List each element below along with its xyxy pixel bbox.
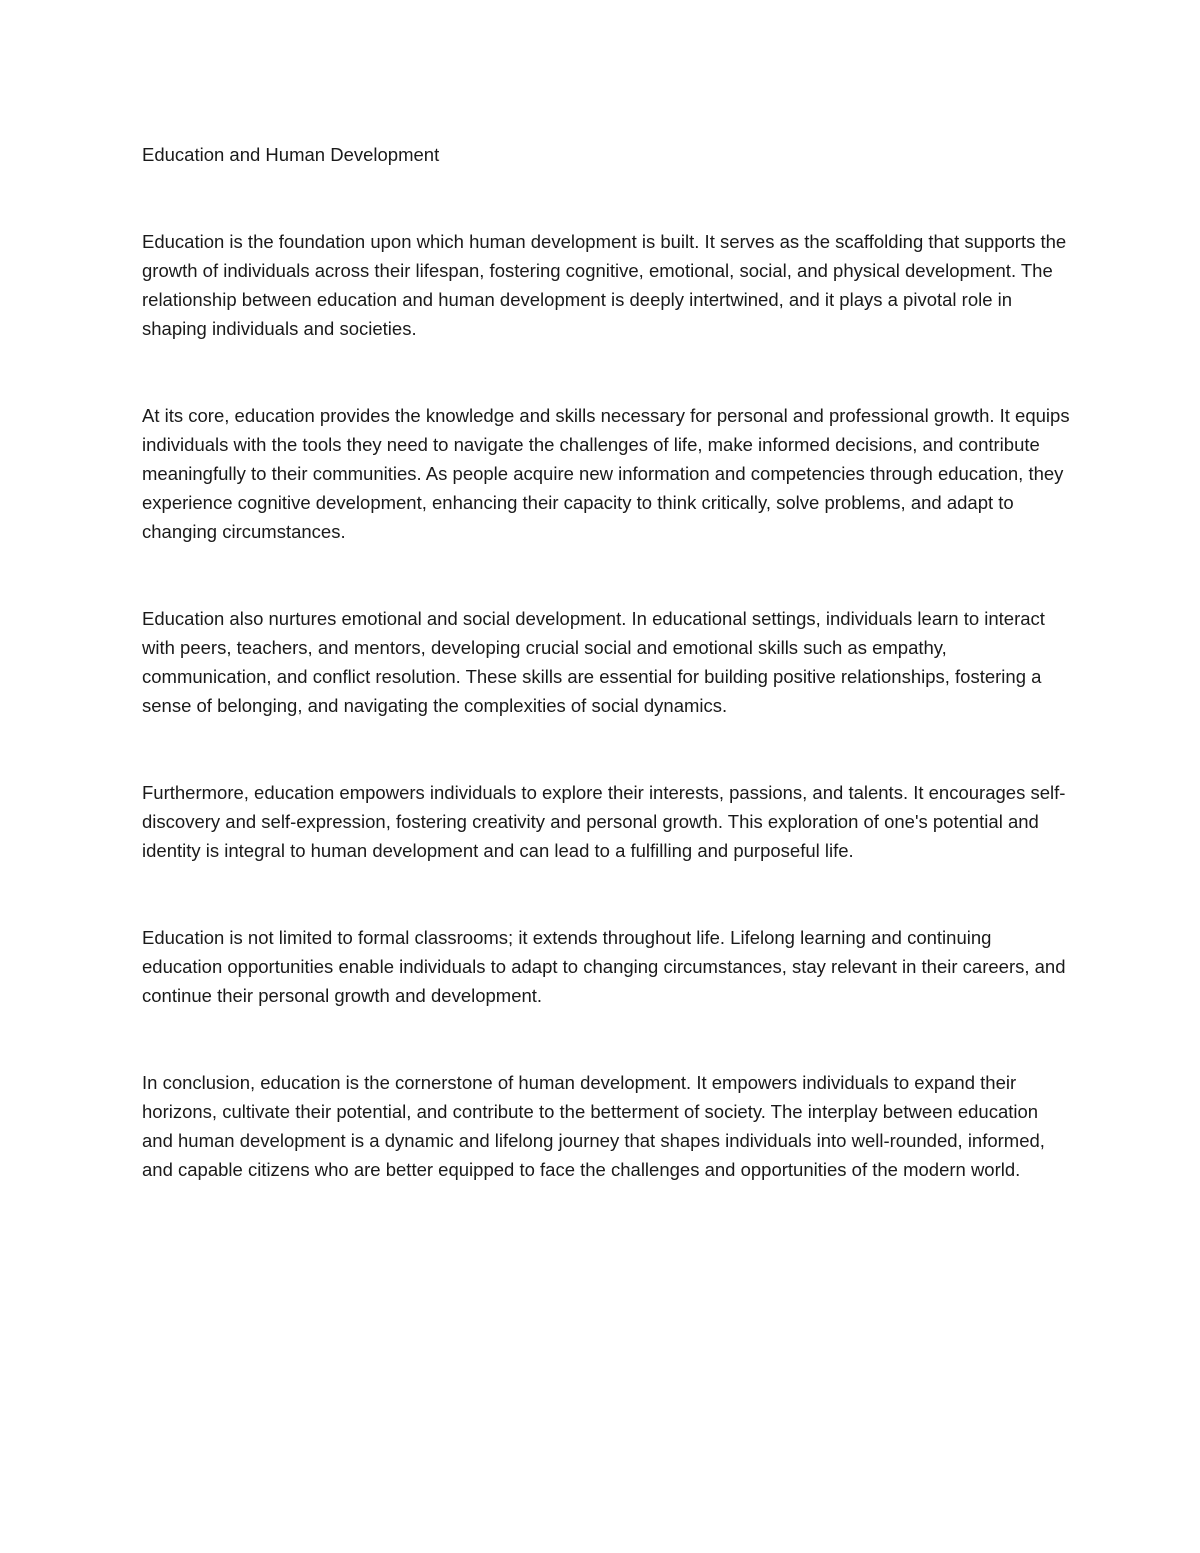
document-body (142, 140, 1072, 1184)
paragraph-core: At its core, education provides the knowledge and skills necessary for personal and professional growth. It equips individuals with the tools they need to navigate the challenges of life, make informed decisions, and contribute meaningfully to their communities. As people acquire new information and competencies through education, they experience cognitive development, enhancing their capacity to think critically, solve problems, and adapt to changing circumstances. (142, 405, 1070, 542)
spacer (142, 1010, 1072, 1068)
spacer (142, 546, 1072, 604)
paragraph-interests: Furthermore, education empowers individuals to explore their interests, passions, and talents. It encourages self-discovery and self-expression, fostering creativity and personal growth. This exploration of one's potential and identity is integral to human development and can lead to a fulfilling and purposeful life. (142, 782, 1066, 861)
spacer (142, 169, 1072, 227)
paragraph-conclusion: In conclusion, education is the cornerstone of human development. It empowers individuals to expand their horizons, cultivate their potential, and contribute to the betterment of society. The interplay between education and human development is a dynamic and lifelong journey that shapes individuals into well-rounded, informed, and capable citizens who are better equipped to face the challenges and opportunities of the modern world. (142, 1072, 1045, 1180)
spacer (142, 720, 1072, 778)
paragraph-emotional-social: Education also nurtures emotional and social development. In educational settings, individuals learn to interact with peers, teachers, and mentors, developing crucial social and emotional skills such as empathy, communication, and conflict resolution. These skills are essential for building positive relationships, fostering a sense of belonging, and navigating the complexities of social dynamics. (142, 608, 1045, 716)
paragraph-lifelong: Education is not limited to formal classrooms; it extends throughout life. Lifelong learning and continuing education opportunities enable individuals to adapt to changing circumstances, stay relevant in their careers, and continue their personal growth and development. (142, 927, 1066, 1006)
paragraph-intro: Education is the foundation upon which human development is built. It serves as the scaffolding that supports the growth of individuals across their lifespan, fostering cognitive, emotional, social, and physical development. The relationship between education and human development is deeply intertwined, and it plays a pivotal role in shaping individuals and societies. (142, 231, 1067, 339)
document-title: Education and Human Development (142, 144, 440, 165)
spacer (142, 343, 1072, 401)
spacer (142, 865, 1072, 923)
